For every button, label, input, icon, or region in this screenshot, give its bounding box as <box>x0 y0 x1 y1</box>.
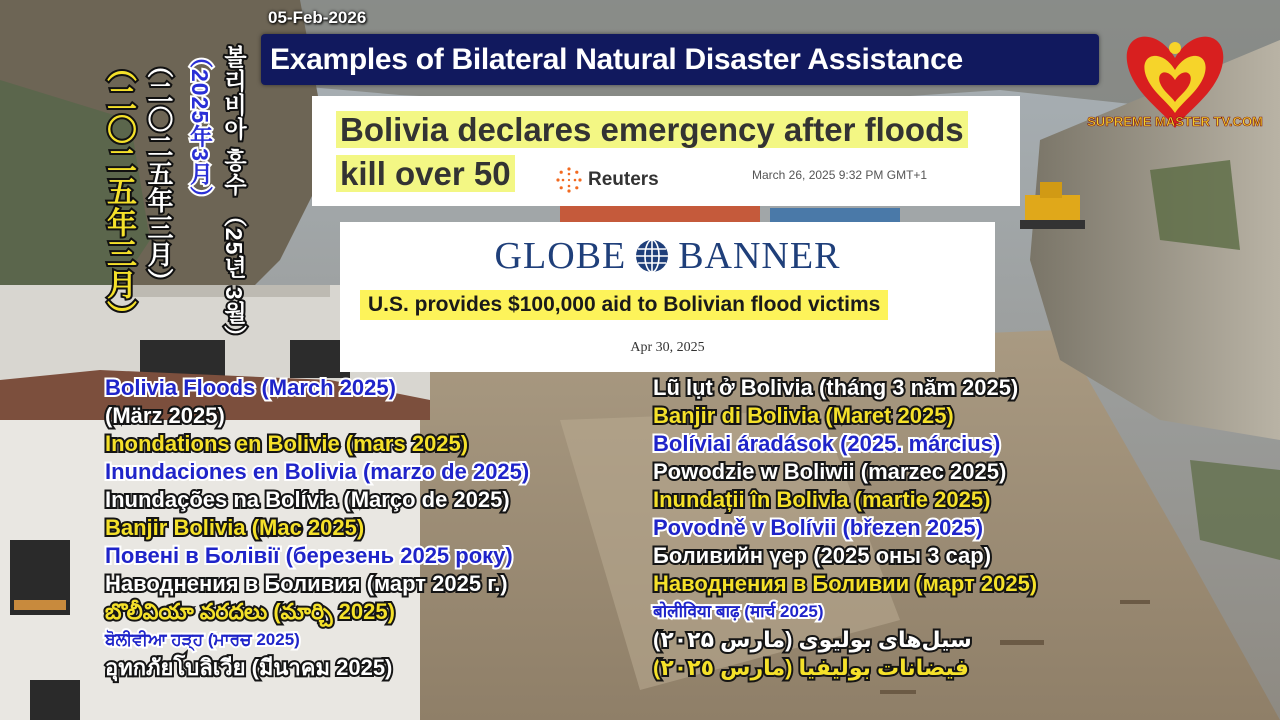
list-item: बोलीविया बाढ़ (मार्च 2025) <box>653 602 824 621</box>
list-item: Bolíviai áradások (2025. március) <box>653 431 1001 456</box>
globe-banner-date: Apr 30, 2025 <box>630 340 705 355</box>
list-item: Боливийн үер (2025 оны 3 сар) <box>653 543 992 568</box>
reuters-timestamp: March 26, 2025 9:32 PM GMT+1 <box>752 168 928 182</box>
supreme-master-tv-logo <box>1087 18 1263 148</box>
list-item: (März 2025) <box>105 403 225 428</box>
globe-banner-headline: U.S. provides $100,000 aid to Bolivian flood victims <box>360 290 888 320</box>
broadcast-date: 05-Feb-2026 <box>268 8 367 27</box>
vertical-caption-korean: 볼리비아 홍수 （25년 3월） <box>221 45 247 349</box>
reuters-brand-name: Reuters <box>588 169 659 190</box>
list-item: فيضانات بوليفيا (مارس ٢٠٢٥) <box>653 655 969 680</box>
title-banner <box>261 34 1099 85</box>
language-list-right <box>653 374 1037 682</box>
list-item: Inondations en Bolivie (mars 2025) <box>105 431 469 456</box>
reuters-headline-line2: kill over 50 <box>336 155 515 192</box>
reuters-news-card <box>312 96 1020 206</box>
list-item: Наводнения в Боливии (март 2025) <box>653 571 1038 596</box>
globe-banner-brand <box>340 234 995 278</box>
logo-text: SUPREME MASTER TV.COM <box>1087 114 1263 129</box>
supreme-master-tv-logo-icon <box>1087 18 1263 148</box>
vertical-caption-simplified-chinese: （二〇二五年三月） <box>144 52 174 295</box>
globe-banner-brand-left: GLOBE <box>494 235 627 277</box>
list-item: Lũ lụt ở Bolivia (tháng 3 năm 2025) <box>653 375 1019 400</box>
list-item: Наводнения в Боливия (март 2025 г.) <box>105 571 508 596</box>
reuters-headline-line1: Bolivia declares emergency after floods <box>336 111 968 148</box>
list-item: Bolivia Floods (March 2025) <box>105 375 396 400</box>
list-item: Banjir Bolivia (Mac 2025) <box>105 515 365 540</box>
reuters-dots-icon <box>555 166 583 194</box>
page-title: Examples of Bilateral Natural Disaster Assistance <box>270 42 963 76</box>
globe-icon <box>634 238 670 274</box>
list-item: ਬੋਲੀਵੀਆ ਹੜ੍ਹ (ਮਾਰਚ 2025) <box>105 630 300 649</box>
vertical-caption-japanese: （2025年3月） <box>187 45 213 210</box>
reuters-brand <box>555 166 659 194</box>
language-list-left <box>105 374 529 682</box>
list-item: Inundații în Bolivia (martie 2025) <box>653 487 991 512</box>
list-item: Inundações na Bolívia (Março de 2025) <box>105 487 510 512</box>
globe-banner-news-card <box>340 222 995 372</box>
list-item: سیل‌های بولیوی (مارس ۲۰۲۵) <box>653 627 972 652</box>
list-item: Inundaciones en Bolivia (marzo de 2025) <box>105 459 530 484</box>
list-item: Powodzie w Boliwii (marzec 2025) <box>653 459 1007 484</box>
vertical-caption-traditional-chinese: （二〇二五年三月） <box>102 52 135 331</box>
list-item: బొలీవియా వరదలు (మార్చి 2025) <box>105 599 395 624</box>
list-item: Banjir di Bolivia (Maret 2025) <box>653 403 954 428</box>
globe-banner-brand-right: BANNER <box>678 235 841 277</box>
list-item: Повені в Болівії (березень 2025 року) <box>105 543 513 568</box>
list-item: Povodně v Bolívii (březen 2025) <box>653 515 984 540</box>
list-item: อุทกภัยโบลิเวีย (มีนาคม 2025) <box>105 655 393 680</box>
